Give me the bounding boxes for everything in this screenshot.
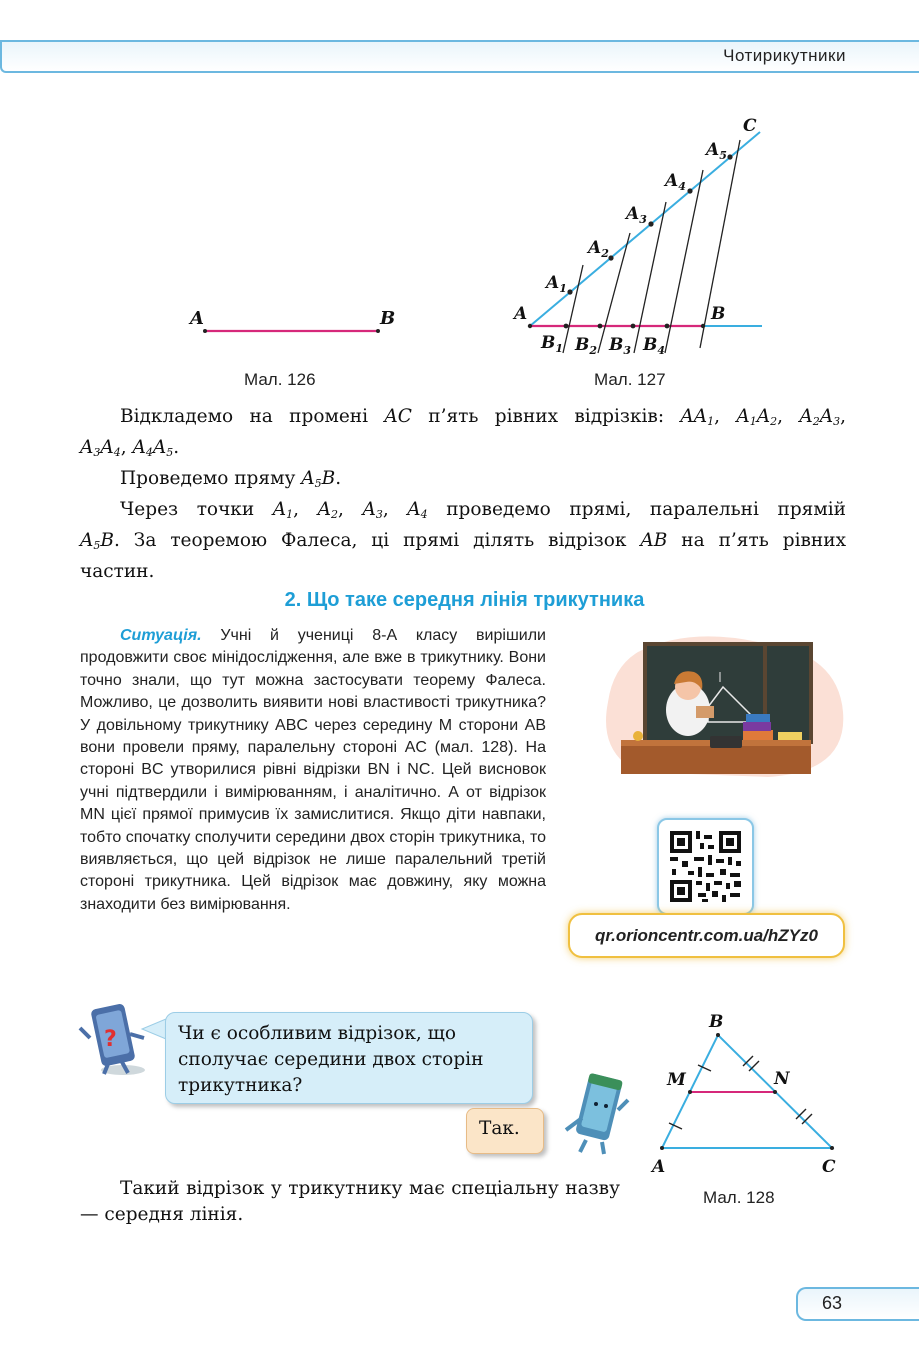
page-number: 63 [822, 1293, 843, 1313]
robot-answer-icon [546, 1070, 636, 1162]
fig126-label-b: B [380, 308, 396, 329]
situation-text [80, 625, 546, 916]
fig127-label-c: C [743, 116, 757, 136]
fig127-label-b4: $B_4$ [643, 335, 666, 357]
fig128-caption: Мал. 128 [703, 1188, 775, 1207]
fig126-caption: Мал. 126 [244, 370, 316, 389]
figure-126 [180, 300, 410, 350]
answer-bubble: Так. [466, 1108, 544, 1154]
fig127-label-a1: $A_1$ [546, 273, 567, 295]
fig128-label-b: B [709, 1012, 724, 1032]
closing-paragraph: Такий відрізок у трикутнику має спеціальну назву — середня лінія. [80, 1178, 620, 1225]
figure-127 [510, 110, 770, 360]
fig127-label-b2: $B_2$ [575, 335, 598, 357]
fig128-label-a: A [652, 1157, 666, 1177]
figure-128 [645, 1005, 850, 1180]
situation-body: Учні й учениці 8-А класу вирішили продовжити своє мінідослідження, але вже в трикутнику. Вони точно знали, що тут можна застосувати теорему Фалеса. Можливо, це дозволить виявити нові властивості трикутника? У довільному трикутнику ABC через середину M сторони AB вони провели пряму, паралельну стороні AC (мал. 128). На стороні BC утворилися рівні відрізки BN і NC. Цей висновок учні підтвердили і вимірюванням, і аналітично. А от відрізок MN цієї прямої примусив їх замислитися. Якщо діти навпаки, тобто спочатку сполучити середини двох сторін трикутника, то виявляється, що цей відрізок не лише паралельний третій стороні трикутника. Цей відрізок має довжину, яку можна знаходити без вимірювання. [80, 627, 546, 913]
fig127-label-b: B [711, 304, 726, 324]
fig126-label-a: A [190, 308, 204, 329]
teacher-illustration [598, 632, 848, 782]
fig127-label-b3: $B_3$ [609, 335, 632, 357]
qr-url-link[interactable]: qr.orioncentr.com.ua/hZYz0 [568, 913, 845, 958]
paragraph-segments: Відкладемо на промені AC п’ять рівних відрізків: $AA_1$, $A_1A_2$, $A_2A_3$, $A_3A_4$, $A_4A_5$. Проведемо пряму $A_5B$. Через точки $A_1$, $A_2$, $A_3$, $A_4$ проведемо прямі, паралельні прямій $A_5B$. За теоремою Фалеса, ці прямі ділять відрізок AB на п’ять рівних частин. [80, 406, 847, 582]
fig128-label-n: N [774, 1069, 790, 1089]
fig127-label-a3: $A_3$ [626, 204, 647, 226]
fig127-label-a4: $A_4$ [665, 171, 686, 193]
fig127-caption: Мал. 127 [594, 370, 666, 389]
fig128-label-c: C [822, 1157, 836, 1177]
fig127-label-b1: $B_1$ [541, 333, 564, 355]
fig128-label-m: M [667, 1070, 686, 1090]
question-bubble: Чи є особливим відрізок, що сполучає середини двох сторін трикутника? [165, 1012, 533, 1104]
fig127-label-a: A [514, 304, 528, 324]
qr-code-box[interactable] [657, 818, 754, 915]
qr-code-icon [659, 820, 752, 913]
svg-text:?: ? [104, 1027, 117, 1052]
fig127-label-a5: $A_5$ [706, 140, 727, 162]
chapter-title: Чотирикутники [723, 46, 846, 65]
situation-head: Ситуація. [120, 627, 202, 644]
fig127-label-a2: $A_2$ [588, 238, 609, 260]
page-number-box [796, 1287, 919, 1321]
section-title: 2. Що таке середня лінія трикутника [284, 589, 645, 611]
